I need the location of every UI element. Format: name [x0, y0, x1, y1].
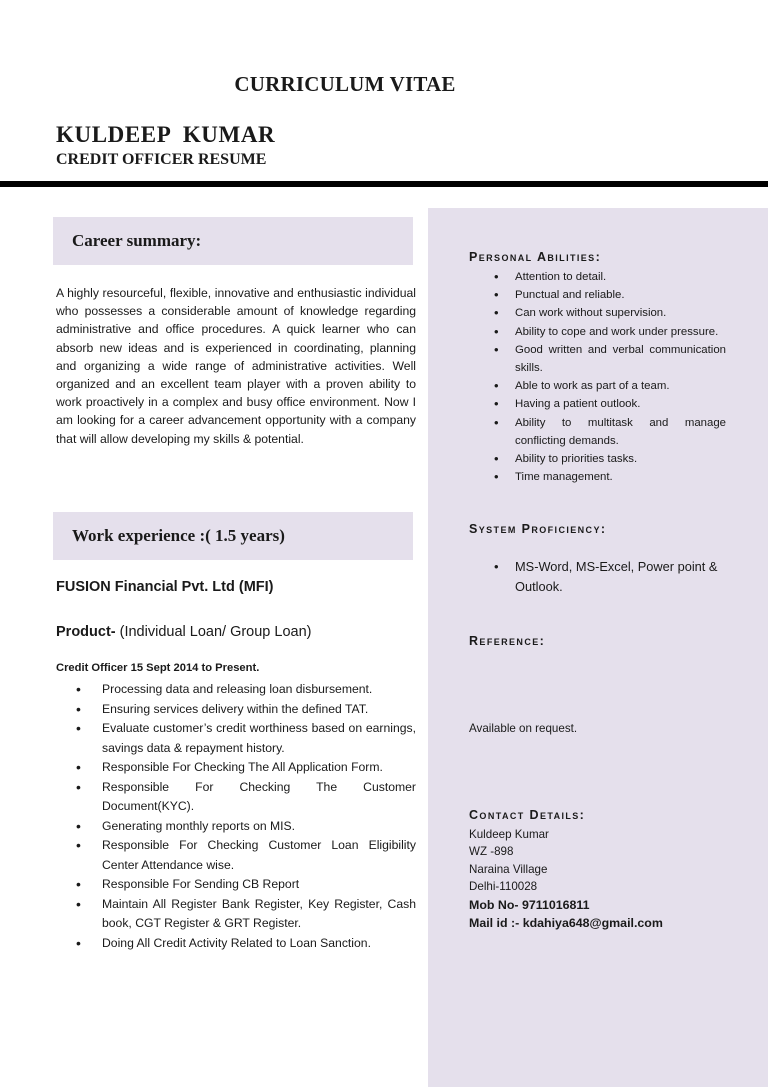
contact-address-line: WZ -898 [469, 845, 514, 859]
list-item: • Able to work as part of a team. [469, 377, 726, 395]
contact-block [469, 826, 663, 933]
list-item: • Responsible For Checking Customer Loan Eligibility Center Attendance wise. [56, 836, 416, 875]
list-item: • Ability to cope and work under pressure. [469, 323, 726, 341]
role-and-dates: Credit Officer 15 Sept 2014 to Present. [56, 662, 260, 674]
list-item: • Responsible For Checking The Customer Document(KYC). [56, 778, 416, 817]
resume-subtitle: CREDIT OFFICER RESUME [56, 151, 267, 168]
contact-email: Mail id :- kdahiya648@gmail.com [469, 916, 663, 931]
list-item: • Attention to detail. [469, 268, 726, 286]
system-proficiency-list [469, 557, 729, 597]
product-label: Product- [56, 624, 116, 640]
list-item: • Good written and verbal communication skills. [469, 341, 726, 377]
list-item: • Processing data and releasing loan disbursement. [56, 680, 416, 700]
contact-address-line: Delhi-110028 [469, 880, 538, 894]
reference-text: Available on request. [469, 722, 578, 735]
list-item: • Punctual and reliable. [469, 286, 726, 304]
reference-heading: Reference: [469, 634, 546, 648]
product-line [56, 624, 312, 640]
list-item: • Maintain All Register Bank Register, Key Register, Cash book, CGT Register & GRT Register. [56, 895, 416, 934]
list-item: • Generating monthly reports on MIS. [56, 817, 416, 837]
header-divider [0, 181, 768, 187]
list-item: • MS-Word, MS-Excel, Power point & Outlook. [469, 557, 729, 597]
personal-abilities-heading: Personal Abilities: [469, 250, 602, 264]
list-item: • Having a patient outlook. [469, 395, 726, 413]
career-summary-text: A highly resourceful, flexible, innovative and enthusiastic individual who possesses a considerable amount of knowledge regarding administrative and office procedures. A quick learner who can absorb new ideas and is experienced in coordinating, planning and organizing a wide range of administrative activities. Well organized and an excellent team player with a proven ability to work proactively in a complex and busy office environment. Now I am looking for a career advancement opportunity with a company that will allow developing my skills & potential. [56, 286, 416, 446]
document-title: CURRICULUM VITAE [234, 72, 456, 96]
candidate-name: KULDEEP KUMAR [56, 122, 276, 147]
list-item: • Ability to multitask and manage conflicting demands. [469, 414, 726, 450]
list-item: • Doing All Credit Activity Related to Loan Sanction. [56, 934, 416, 954]
work-experience-heading: Work experience :( 1.5 years) [72, 526, 285, 545]
product-value: (Individual Loan/ Group Loan) [115, 624, 312, 640]
list-item: • Responsible For Checking The All Application Form. [56, 758, 416, 778]
system-proficiency-heading: System Proficiency: [469, 522, 607, 536]
list-item: • Can work without supervision. [469, 304, 726, 322]
contact-address-line: Naraina Village [469, 862, 548, 876]
list-item: • Time management. [469, 468, 726, 486]
career-summary-heading-box [53, 217, 413, 265]
contact-mobile: Mob No- 9711016811 [469, 897, 590, 912]
contact-details-heading: Contact Details: [469, 808, 586, 822]
personal-abilities-list [469, 268, 726, 486]
contact-name: Kuldeep Kumar [469, 828, 549, 841]
work-experience-heading-box [53, 512, 413, 560]
list-item: • Evaluate customer’s credit worthiness based on earnings, savings data & repayment history. [56, 719, 416, 758]
list-item: • Ensuring services delivery within the defined TAT. [56, 700, 416, 720]
company-name: FUSION Financial Pvt. Ltd (MFI) [56, 579, 274, 595]
duties-list [56, 680, 416, 953]
career-summary-heading: Career summary: [72, 231, 202, 250]
list-item: • Responsible For Sending CB Report [56, 875, 416, 895]
list-item: • Ability to priorities tasks. [469, 450, 726, 468]
